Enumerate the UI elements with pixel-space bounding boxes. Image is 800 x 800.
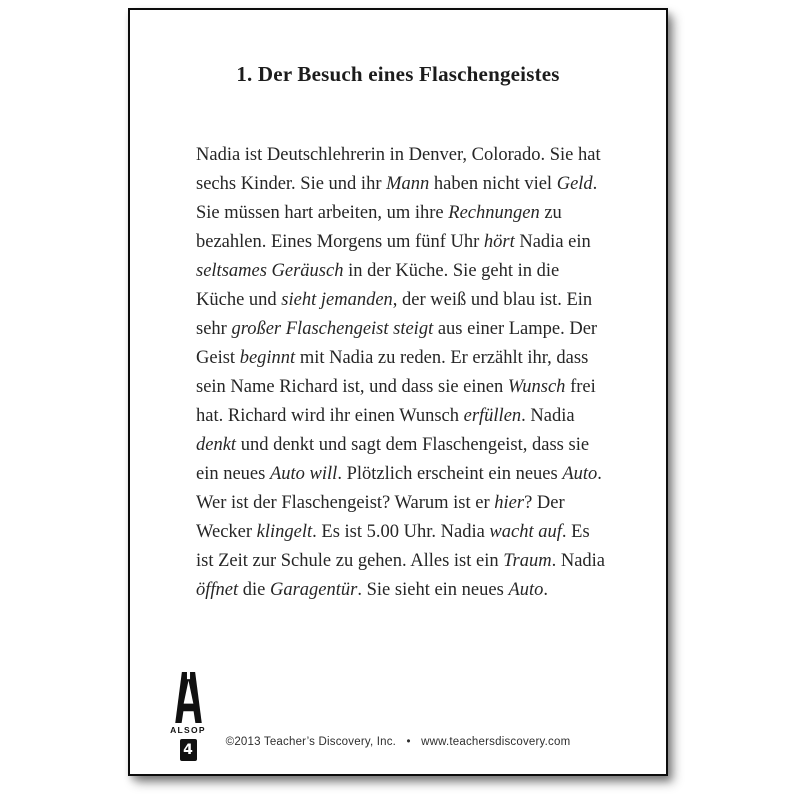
footer bbox=[130, 736, 666, 748]
footer-website: www.teachersdiscovery.com bbox=[421, 736, 571, 748]
page-sheet bbox=[128, 8, 668, 776]
page-title: 1. Der Besuch eines Flaschengeistes bbox=[236, 62, 560, 86]
alsop-a-icon bbox=[175, 672, 202, 723]
logo-brand-label: ALSOP bbox=[170, 725, 206, 735]
footer-copyright: ©2013 Teacher’s Discovery, Inc. bbox=[225, 736, 397, 748]
page-number-badge: 4 bbox=[180, 739, 197, 761]
story-paragraph: Nadia ist Deutschlehrerin in Denver, Colorado. Sie hat sechs Kinder. Sie und ihr Mann haben nicht viel Geld. Sie müssen hart arbeiten, um ihre Rechnungen zu bezahlen. Eines Morgens um fünf Uhr hört Nadia ein seltsames Geräusch in der Küche. Sie geht in die Küche und sieht jemanden, der weiß und blau ist. Ein sehr großer Flaschengeist steigt aus einer Lampe. Der Geist beginnt mit Nadia zu reden. Er erzählt ihr, dass sein Name Richard ist, und dass sie einen Wunsch frei hat. Richard wird ihr einen Wunsch erfüllen. Nadia denkt und denkt und sagt dem Flaschengeist, dass sie ein neues Auto will. Plötzlich erscheint ein neues Auto. Wer ist der Flaschengeist? Warum ist er hier? Der Wecker klingelt. Es ist 5.00 Uhr. Nadia wacht auf. Es ist Zeit zur Schule zu gehen. Alles ist ein Traum. Nadia öffnet die Garagentür. Sie sieht ein neues Auto. bbox=[196, 144, 606, 600]
bullet-separator-icon: • bbox=[406, 736, 411, 748]
